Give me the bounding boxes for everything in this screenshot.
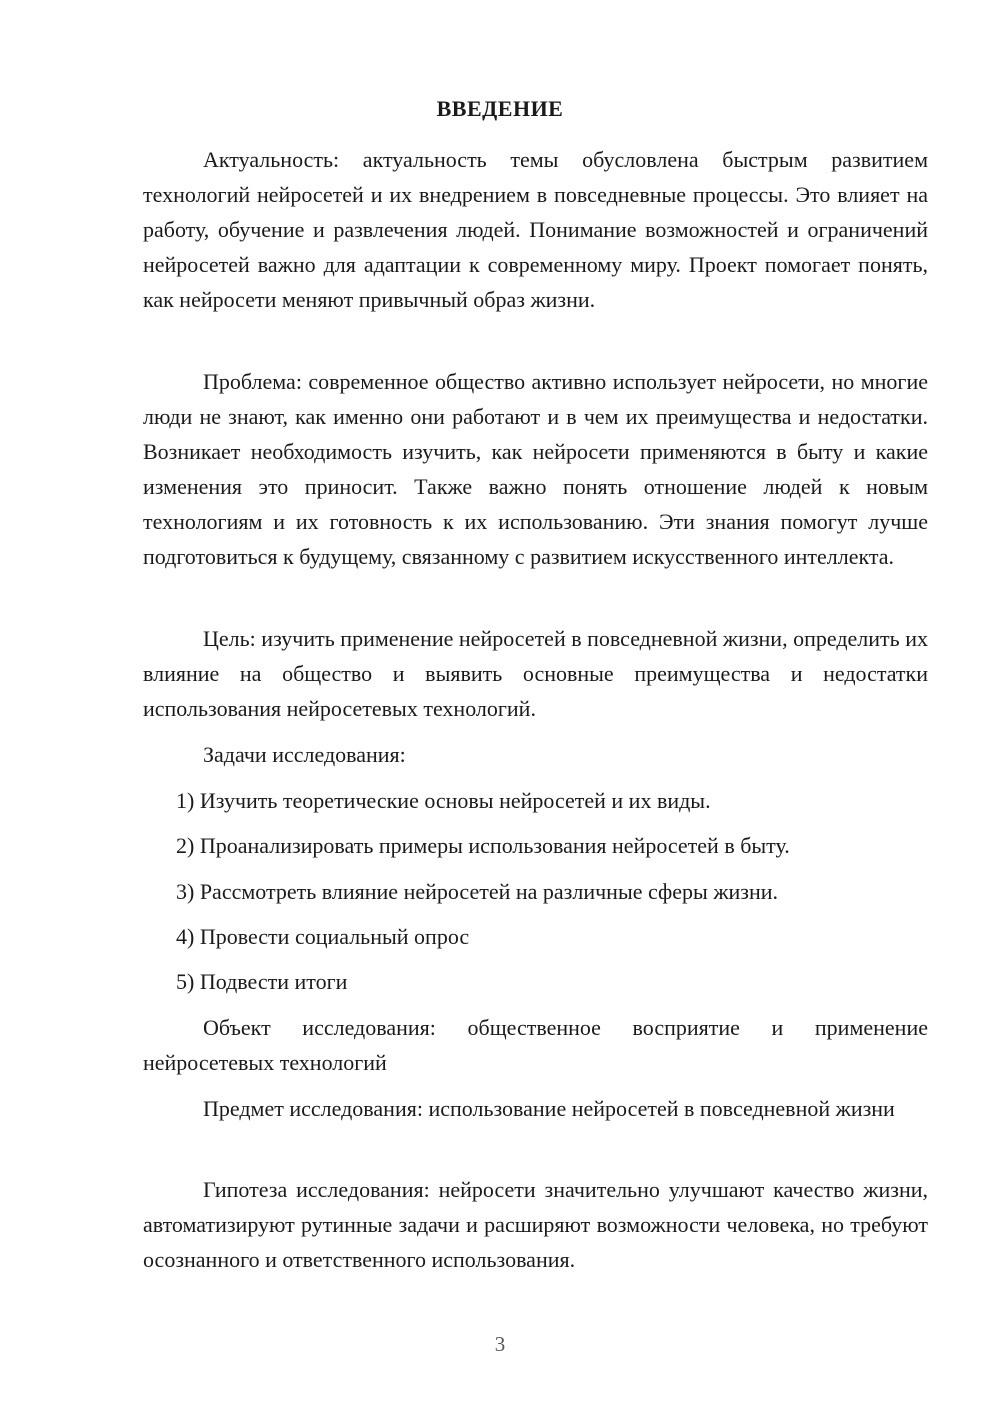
paragraph-subject: Предмет исследования: использование нейросетей в повседневной жизни [203, 1096, 895, 1121]
task-item-5: 5) Подвести итоги [176, 969, 348, 994]
tasks-heading: Задачи исследования: [203, 742, 406, 767]
paragraph-goal: Цель: изучить применение нейросетей в повседневной жизни, определить их влияние на общество и выявить основные преимущества и недостатки использования нейросетевых технологий. [143, 626, 928, 721]
task-item-4: 4) Провести социальный опрос [176, 924, 470, 949]
page-number: 3 [494, 1332, 506, 1356]
paragraph-object: Объект исследования: общественное восприятие и применение нейросетевых технологий [143, 1015, 928, 1075]
paragraph-hypothesis: Гипотеза исследования: нейросети значительно улучшают качество жизни, автоматизируют рутинные задачи и расширяют возможности человека, но требуют осознанного и ответственного использования. [143, 1177, 928, 1272]
task-item-3: 3) Рассмотреть влияние нейросетей на различные сферы жизни. [176, 879, 779, 904]
paragraph-relevance: Актуальность: актуальность темы обусловлена быстрым развитием технологий нейросетей и их внедрением в повседневные процессы. Это влияет на работу, обучение и развлечения людей. Понимание возможностей и ограничений нейросетей важно для адаптации к современному миру. Проект помогает понять, как нейросети меняют привычный образ жизни. [143, 147, 928, 312]
task-item-2: 2) Проанализировать примеры использования нейросетей в быту. [176, 833, 790, 858]
task-item-1: 1) Изучить теоретические основы нейросетей и их виды. [176, 788, 711, 813]
page-title: ВВЕДЕНИЕ [436, 96, 564, 121]
paragraph-problem: Проблема: современное общество активно использует нейросети, но многие люди не знают, как именно они работают и в чем их преимущества и недостатки. Возникает необходимость изучить, как нейросети применяются в быту и какие изменения это приносит. Также важно понять отношение людей к новым технологиям и их готовность к их использованию. Эти знания помогут лучше подготовиться к будущему, связанному с развитием искусственного интеллекта. [143, 369, 928, 569]
